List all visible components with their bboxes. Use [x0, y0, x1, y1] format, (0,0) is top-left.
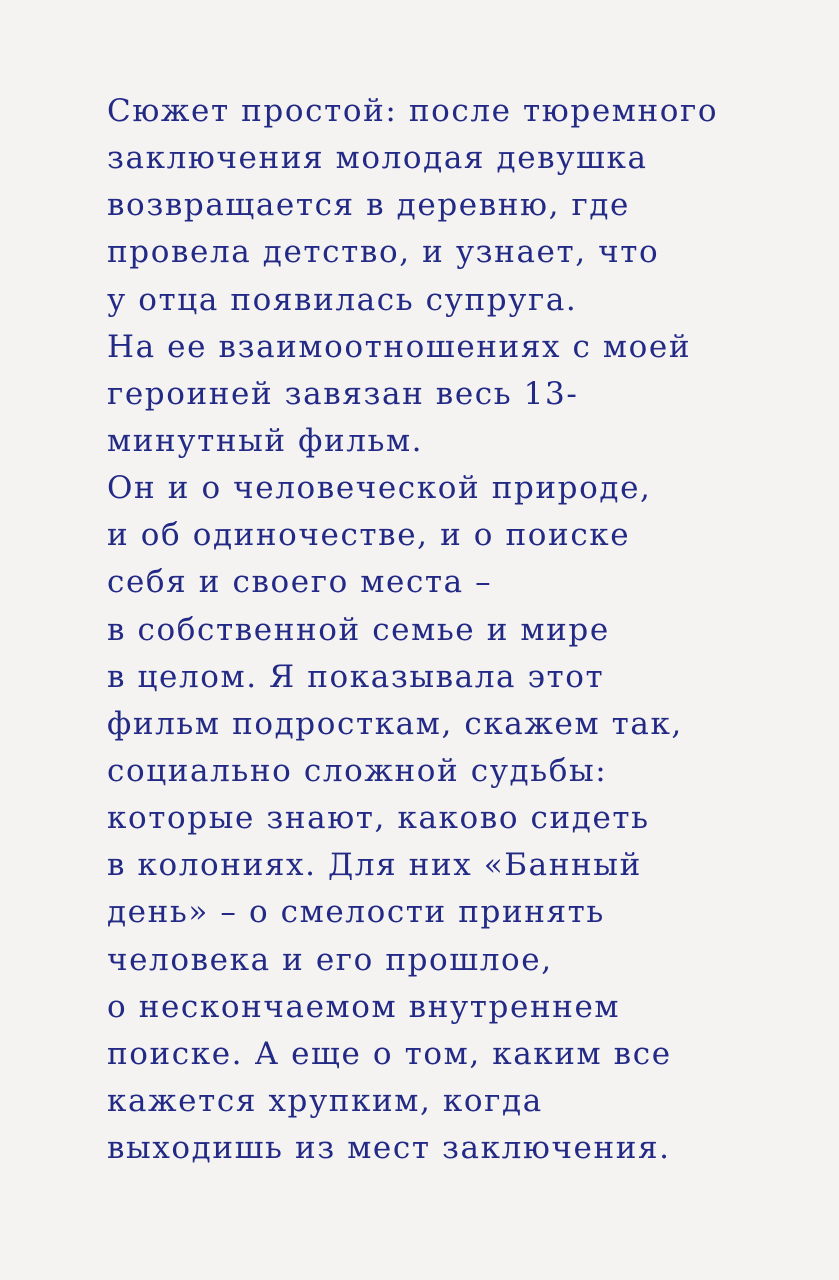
text-line: в целом. Я показывала этот: [107, 658, 605, 695]
text-line: себя и своего места –: [107, 564, 493, 601]
text-line: поиске. А еще о том, каким все: [107, 1035, 672, 1072]
text-line: социально сложной судьбы:: [107, 752, 608, 789]
text-line: провела детство, и узнает, что: [107, 234, 660, 271]
text-line: и об одиночестве, и о поиске: [107, 517, 631, 554]
text-line: в колониях. Для них «Банный: [107, 847, 642, 884]
text-line: заключения молодая девушка: [107, 140, 648, 177]
text-line: которые знают, каково сидеть: [107, 800, 650, 837]
text-line: минутный фильм.: [107, 422, 424, 459]
text-line: фильм подросткам, скажем так,: [107, 705, 683, 742]
text-line: героиней завязан весь 13-: [107, 375, 579, 412]
text-line: возвращается в деревню, где: [107, 187, 630, 224]
text-line: в собственной семье и мире: [107, 611, 610, 648]
text-line: у отца появилась супруга.: [107, 281, 578, 318]
text-line: Он и о человеческой природе,: [107, 470, 652, 507]
body-text: [107, 88, 807, 1172]
text-line: кажется хрупким, когда: [107, 1082, 543, 1119]
text-line: о нескончаемом внутреннем: [107, 988, 621, 1025]
text-line: выходишь из мест заключения.: [107, 1130, 671, 1167]
text-line: На ее взаимоотношениях с моей: [107, 328, 692, 365]
text-line: Сюжет простой: после тюремного: [107, 93, 719, 129]
text-line: человека и его прошлое,: [107, 941, 553, 978]
text-line: день» – о смелости принять: [107, 894, 605, 931]
